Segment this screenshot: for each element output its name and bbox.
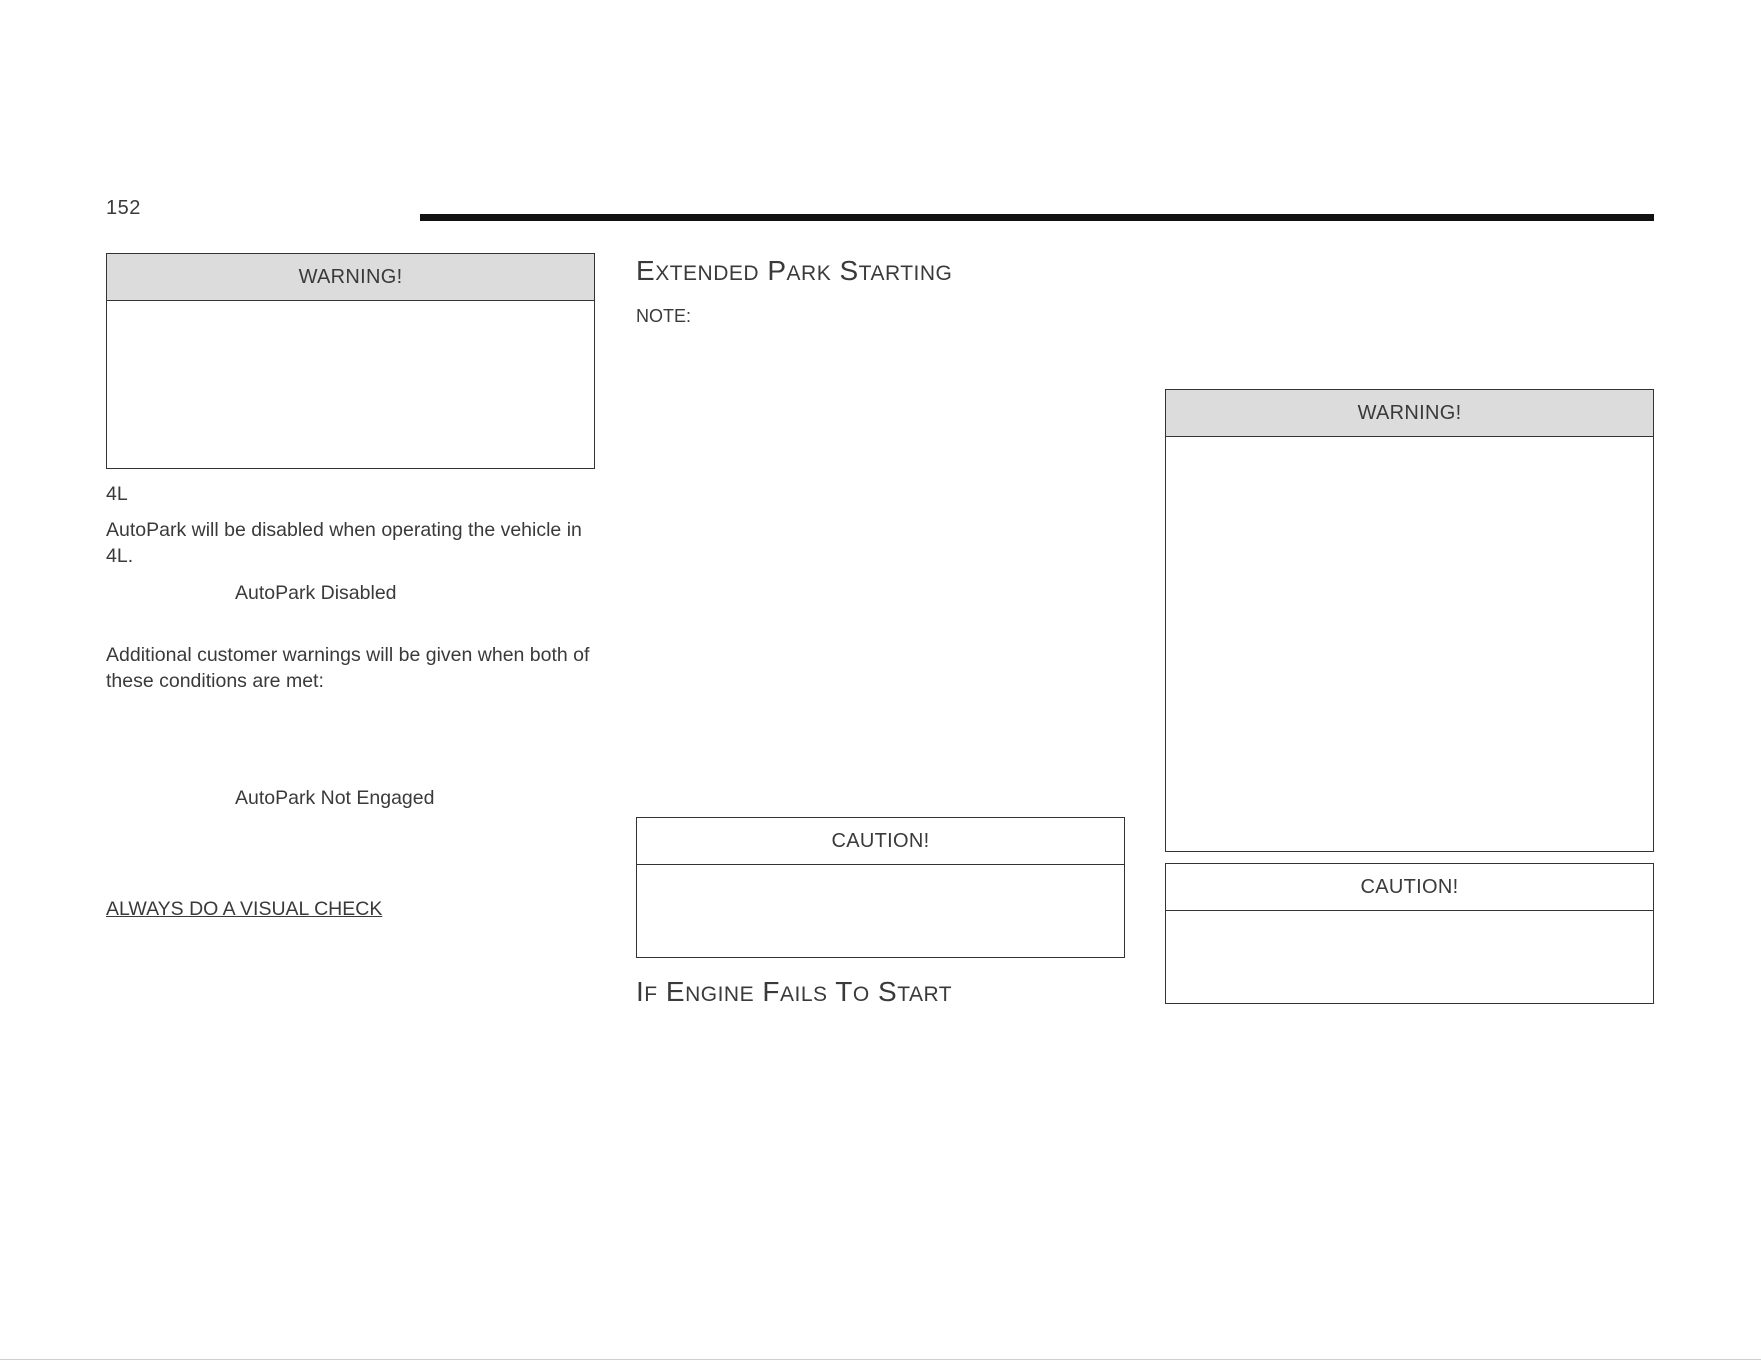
heading-word: ARK bbox=[786, 262, 832, 285]
page-bottom-edge bbox=[0, 1359, 1761, 1360]
heading-word: TART bbox=[897, 983, 953, 1006]
heading-letter: S bbox=[878, 976, 898, 1007]
autopark-disabled-paragraph: AutoPark will be disabled when operating the vehicle in 4L. bbox=[106, 519, 582, 567]
heading-word: XTENDED bbox=[655, 262, 760, 285]
warning-box-right bbox=[1165, 389, 1654, 852]
warning-box-left bbox=[106, 253, 595, 469]
heading-letter: T bbox=[835, 976, 853, 1007]
autopark-disabled-message: AutoPark Disabled bbox=[235, 582, 397, 604]
heading-if-engine-fails-to-start bbox=[636, 976, 952, 1008]
heading-letter: E bbox=[636, 255, 656, 286]
page-number: 152 bbox=[106, 197, 141, 219]
heading-letter: I bbox=[636, 976, 645, 1007]
caution-box-middle bbox=[636, 817, 1125, 958]
heading-letter: S bbox=[839, 255, 859, 286]
heading-letter: P bbox=[767, 255, 787, 286]
heading-word: F bbox=[644, 983, 658, 1006]
label-4l: 4L bbox=[106, 483, 128, 505]
heading-word: O bbox=[852, 983, 870, 1006]
header-rule bbox=[420, 214, 1654, 221]
warning-title: WARNING! bbox=[107, 254, 594, 301]
caution-title: CAUTION! bbox=[637, 818, 1124, 865]
visual-check-link: ALWAYS DO A VISUAL CHECK bbox=[106, 898, 383, 920]
caution-box-right bbox=[1165, 863, 1654, 1004]
autopark-not-engaged-message: AutoPark Not Engaged bbox=[235, 787, 435, 809]
additional-warnings-paragraph: Additional customer warnings will be given when both of these conditions are met: bbox=[106, 644, 590, 692]
note-label: NOTE: bbox=[636, 306, 692, 326]
warning-title: WARNING! bbox=[1166, 390, 1653, 437]
heading-word: AILS bbox=[779, 983, 828, 1006]
caution-title: CAUTION! bbox=[1166, 864, 1653, 911]
heading-letter: E bbox=[665, 976, 686, 1007]
heading-extended-park-starting bbox=[636, 255, 952, 287]
heading-word: NGINE bbox=[685, 983, 755, 1006]
heading-word: TARTING bbox=[858, 262, 953, 285]
heading-letter: F bbox=[762, 976, 780, 1007]
